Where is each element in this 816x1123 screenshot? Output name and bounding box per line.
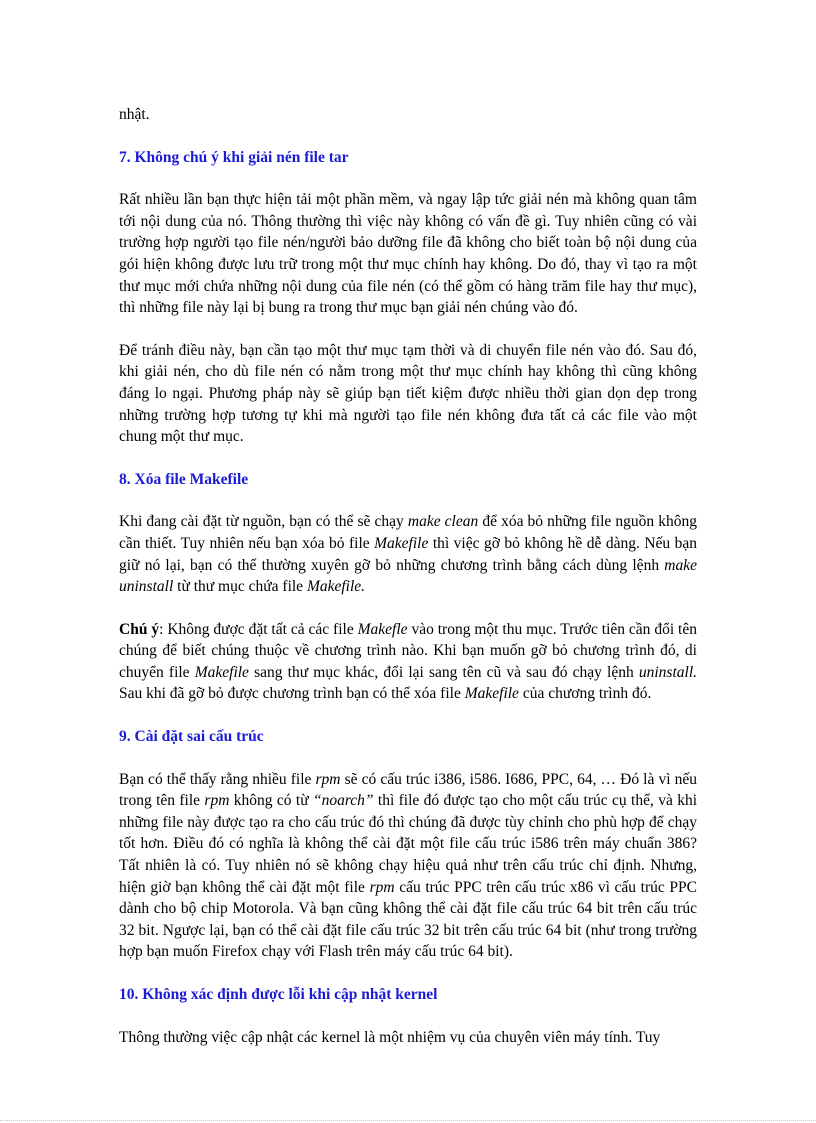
intro-tail-text: nhật. bbox=[119, 106, 150, 123]
section-heading: 9. Cài đặt sai cấu trúc bbox=[119, 728, 264, 746]
text-run: sang thư mục khác, đổi lại sang tên cũ và sau đó chạy lệnh bbox=[248, 663, 639, 681]
italic-term: Makefile bbox=[464, 685, 519, 703]
section-paragraph bbox=[119, 511, 697, 597]
section-paragraph bbox=[119, 1027, 697, 1049]
italic-term: Makefile bbox=[194, 663, 249, 681]
text-run: sẽ có cấu trúc i386, i586. I686, PPC, 64, … Đó là vì nếu trong tên file bbox=[119, 770, 697, 810]
italic-term: make clean bbox=[407, 513, 479, 531]
text-run: Khi đang cài đặt từ nguồn, bạn có thể sẽ chạy bbox=[119, 513, 408, 531]
bold-label: Chú ý bbox=[119, 620, 160, 638]
text-run: thì việc gỡ bỏ không hề dễ dàng. Nếu bạn giữ nó lại, bạn có thể thường xuyên gỡ bỏ những chương trình bằng cách dùng lệnh bbox=[119, 534, 697, 574]
italic-term: rpm bbox=[315, 770, 341, 788]
document-sections bbox=[119, 147, 697, 1049]
text-run: cấu trúc PPC trên cấu trúc x86 vì cấu trúc PPC dành cho bộ chip Motorola. Và bạn cũng không thể cài đặt file cấu trúc 64 bit trên cấu trúc 32 bit. Ngược lại, bạn có thể cài đặt file cấu trúc 32 bit trên cấu trúc 64 bit (như trong trường hợp bạn muốn Firefox chạy với Flash trên máy cấu trúc 64 bit). bbox=[119, 878, 697, 961]
italic-term: rpm bbox=[369, 878, 395, 896]
text-run: từ thư mục chứa file bbox=[173, 578, 307, 596]
section-paragraph bbox=[119, 619, 697, 705]
page-bottom-rule bbox=[0, 1120, 816, 1121]
text-run: của chương trình đó. bbox=[518, 685, 652, 703]
text-run: Sau khi đã gỡ bỏ được chương trình bạn có thể xóa file bbox=[119, 685, 465, 703]
text-run: vào trong một thu mục. Trước tiên cần đổi tên chúng để biết chúng thuộc về chương trình nào. Khi bạn muốn gỡ bỏ chương trình đó, di chuyển file bbox=[119, 620, 697, 681]
section-paragraph bbox=[119, 189, 697, 319]
italic-term: Makefle bbox=[357, 620, 408, 638]
text-run: : Không được đặt tất cả các file bbox=[159, 620, 358, 638]
section-heading: 10. Không xác định được lỗi khi cập nhật kernel bbox=[119, 986, 438, 1003]
document-page bbox=[119, 104, 697, 1069]
text-run: để xóa bỏ những file nguồn không cần thiết. Tuy nhiên nếu bạn xóa bỏ file bbox=[119, 513, 697, 552]
italic-term: “noarch” bbox=[312, 792, 374, 810]
text-run: Rất nhiều lần bạn thực hiện tải một phần mềm, và ngay lập tức giải nén mà không quan tâm tới nội dung của nó. Thông thường thì việc này không có vấn đề gì. Tuy nhiên cũng có vài trường hợp người tạo file nén/người bảo dưỡng file đã không cho biết toàn bộ nội dung của gói hiện không được lưu trữ trong một thư mục chính hay không. Do đó, thay vì tạo ra một thư mục mới chứa những nội dung của file nén (có thể gồm có hàng trăm file hay thư mục), thì những file này lại bị bung ra trong thư mục bạn giải nén chúng vào đó. bbox=[119, 191, 697, 317]
italic-term: rpm bbox=[204, 792, 230, 810]
section-heading: 8. Xóa file Makefile bbox=[119, 470, 249, 488]
text-run: thì file đó được tạo cho một cấu trúc cụ thể, và khi những file này được tạo ra cho cấu trúc đó thì chúng đã được tùy chỉnh cho phù hợp để chạy tốt hơn. Điều đó có nghĩa là không thể cài đặt một file cấu trúc i586 trên máy chuẩn 386? Tất nhiên là có. Tuy nhiên nó sẽ không chạy hiệu quả như trên cấu trúc chỉ định. Nhưng, hiện giờ bạn không thể cài đặt một file bbox=[119, 792, 697, 896]
section-paragraph bbox=[119, 769, 697, 963]
section-heading: 7. Không chú ý khi giải nén file tar bbox=[119, 148, 349, 166]
italic-term: uninstall. bbox=[638, 663, 698, 681]
text-run: không có từ bbox=[229, 792, 313, 810]
italic-term: make uninstall bbox=[119, 556, 697, 596]
text-run: Thông thường việc cập nhật các kernel là một nhiệm vụ của chuyên viên máy tính. Tuy bbox=[119, 1028, 661, 1046]
section-paragraph bbox=[119, 340, 697, 448]
text-run: Để tránh điều này, bạn cần tạo một thư mục tạm thời và di chuyển file nén vào đó. Sau đó, khi giải nén, cho dù file nén có nằm trong một thư mục chính hay không thì cũng không đáng lo ngại. Phương pháp này sẽ giúp bạn tiết kiệm được nhiều thời gian dọn dẹp trong những trường hợp tương tự khi mà người tạo file nén không đưa tất cả các file vào một chung một thư mục. bbox=[119, 341, 697, 446]
text-run: Bạn có thể thấy rằng nhiều file bbox=[119, 770, 316, 788]
italic-term: Makefile bbox=[374, 534, 429, 552]
italic-term: Makefile. bbox=[306, 578, 366, 596]
